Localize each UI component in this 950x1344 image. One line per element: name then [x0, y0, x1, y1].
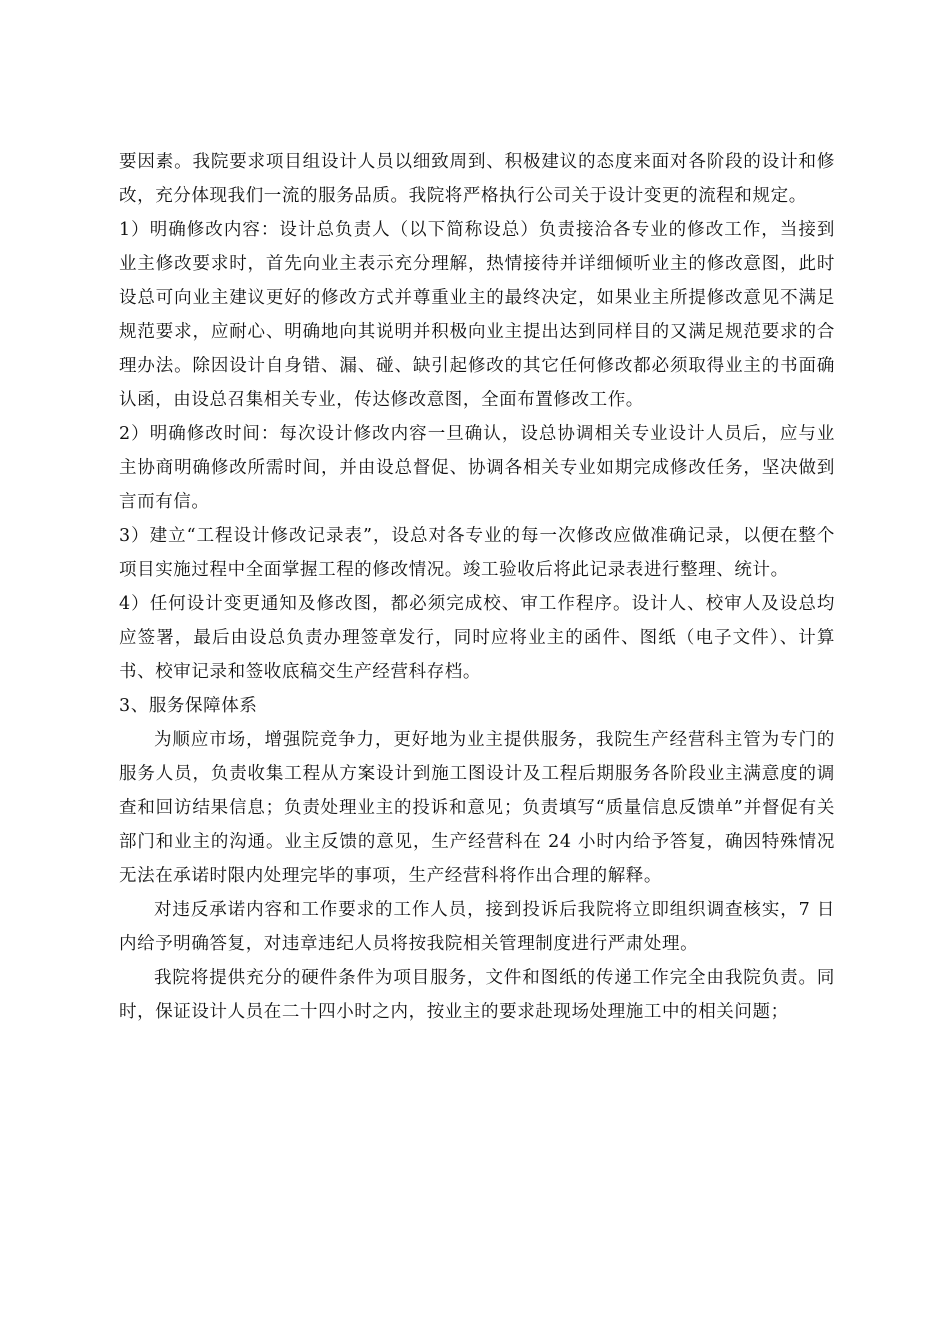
list-item-4-paragraph: 4）任何设计变更通知及修改图，都必须完成校、审工作程序。设计人、校审人及设总均应签署，最后由设总负责办理签章发行，同时应将业主的函件、图纸（电子文件）、计算书、校审记录和签收底稿交生产经营科存档。	[119, 594, 835, 682]
list-item-2-paragraph: 2）明确修改时间：每次设计修改内容一旦确认，设总协调相关专业设计人员后，应与业主协商明确修改所需时间，并由设总督促、协调各相关专业如期完成修改任务，坚决做到言而有信。	[119, 424, 835, 512]
intro-paragraph: 要因素。我院要求项目组设计人员以细致周到、积极建议的态度来面对各阶段的设计和修改，充分体现我们一流的服务品质。我院将严格执行公司关于设计变更的流程和规定。	[119, 152, 835, 206]
section-3-paragraph-1: 为顺应市场，增强院竞争力，更好地为业主提供服务，我院生产经营科主管为专门的服务人员，负责收集工程从方案设计到施工图设计及工程后期服务各阶段业主满意度的调查和回访结果信息；负责处理业主的投诉和意见；负责填写“质量信息反馈单”并督促有关部门和业主的沟通。业主反馈的意见，生产经营科在 24 小时内给予答复，确因特殊情况无法在承诺时限内处理完毕的事项，生产经营科将作出合理的解释。	[119, 730, 835, 886]
document-page	[119, 145, 835, 1029]
list-item-3-paragraph: 3）建立“工程设计修改记录表”，设总对各专业的每一次修改应做准确记录，以便在整个项目实施过程中全面掌握工程的修改情况。竣工验收后将此记录表进行整理、统计。	[119, 526, 835, 580]
section-3-heading: 3、服务保障体系	[119, 696, 258, 716]
section-3-paragraph-2: 对违反承诺内容和工作要求的工作人员，接到投诉后我院将立即组织调查核实，7 日内给予明确答复，对违章违纪人员将按我院相关管理制度进行严肃处理。	[119, 900, 835, 954]
list-item-1-paragraph: 1）明确修改内容：设计总负责人（以下简称设总）负责接洽各专业的修改工作，当接到业主修改要求时，首先向业主表示充分理解，热情接待并详细倾听业主的修改意图，此时设总可向业主建议更好的修改方式并尊重业主的最终决定，如果业主所提修改意见不满足规范要求，应耐心、明确地向其说明并积极向业主提出达到同样目的又满足规范要求的合理办法。除因设计自身错、漏、碰、缺引起修改的其它任何修改都必须取得业主的书面确认函，由设总召集相关专业，传达修改意图，全面布置修改工作。	[119, 220, 835, 410]
section-3-paragraph-3: 我院将提供充分的硬件条件为项目服务，文件和图纸的传递工作完全由我院负责。同时，保证设计人员在二十四小时之内，按业主的要求赴现场处理施工中的相关问题；	[119, 968, 835, 1022]
